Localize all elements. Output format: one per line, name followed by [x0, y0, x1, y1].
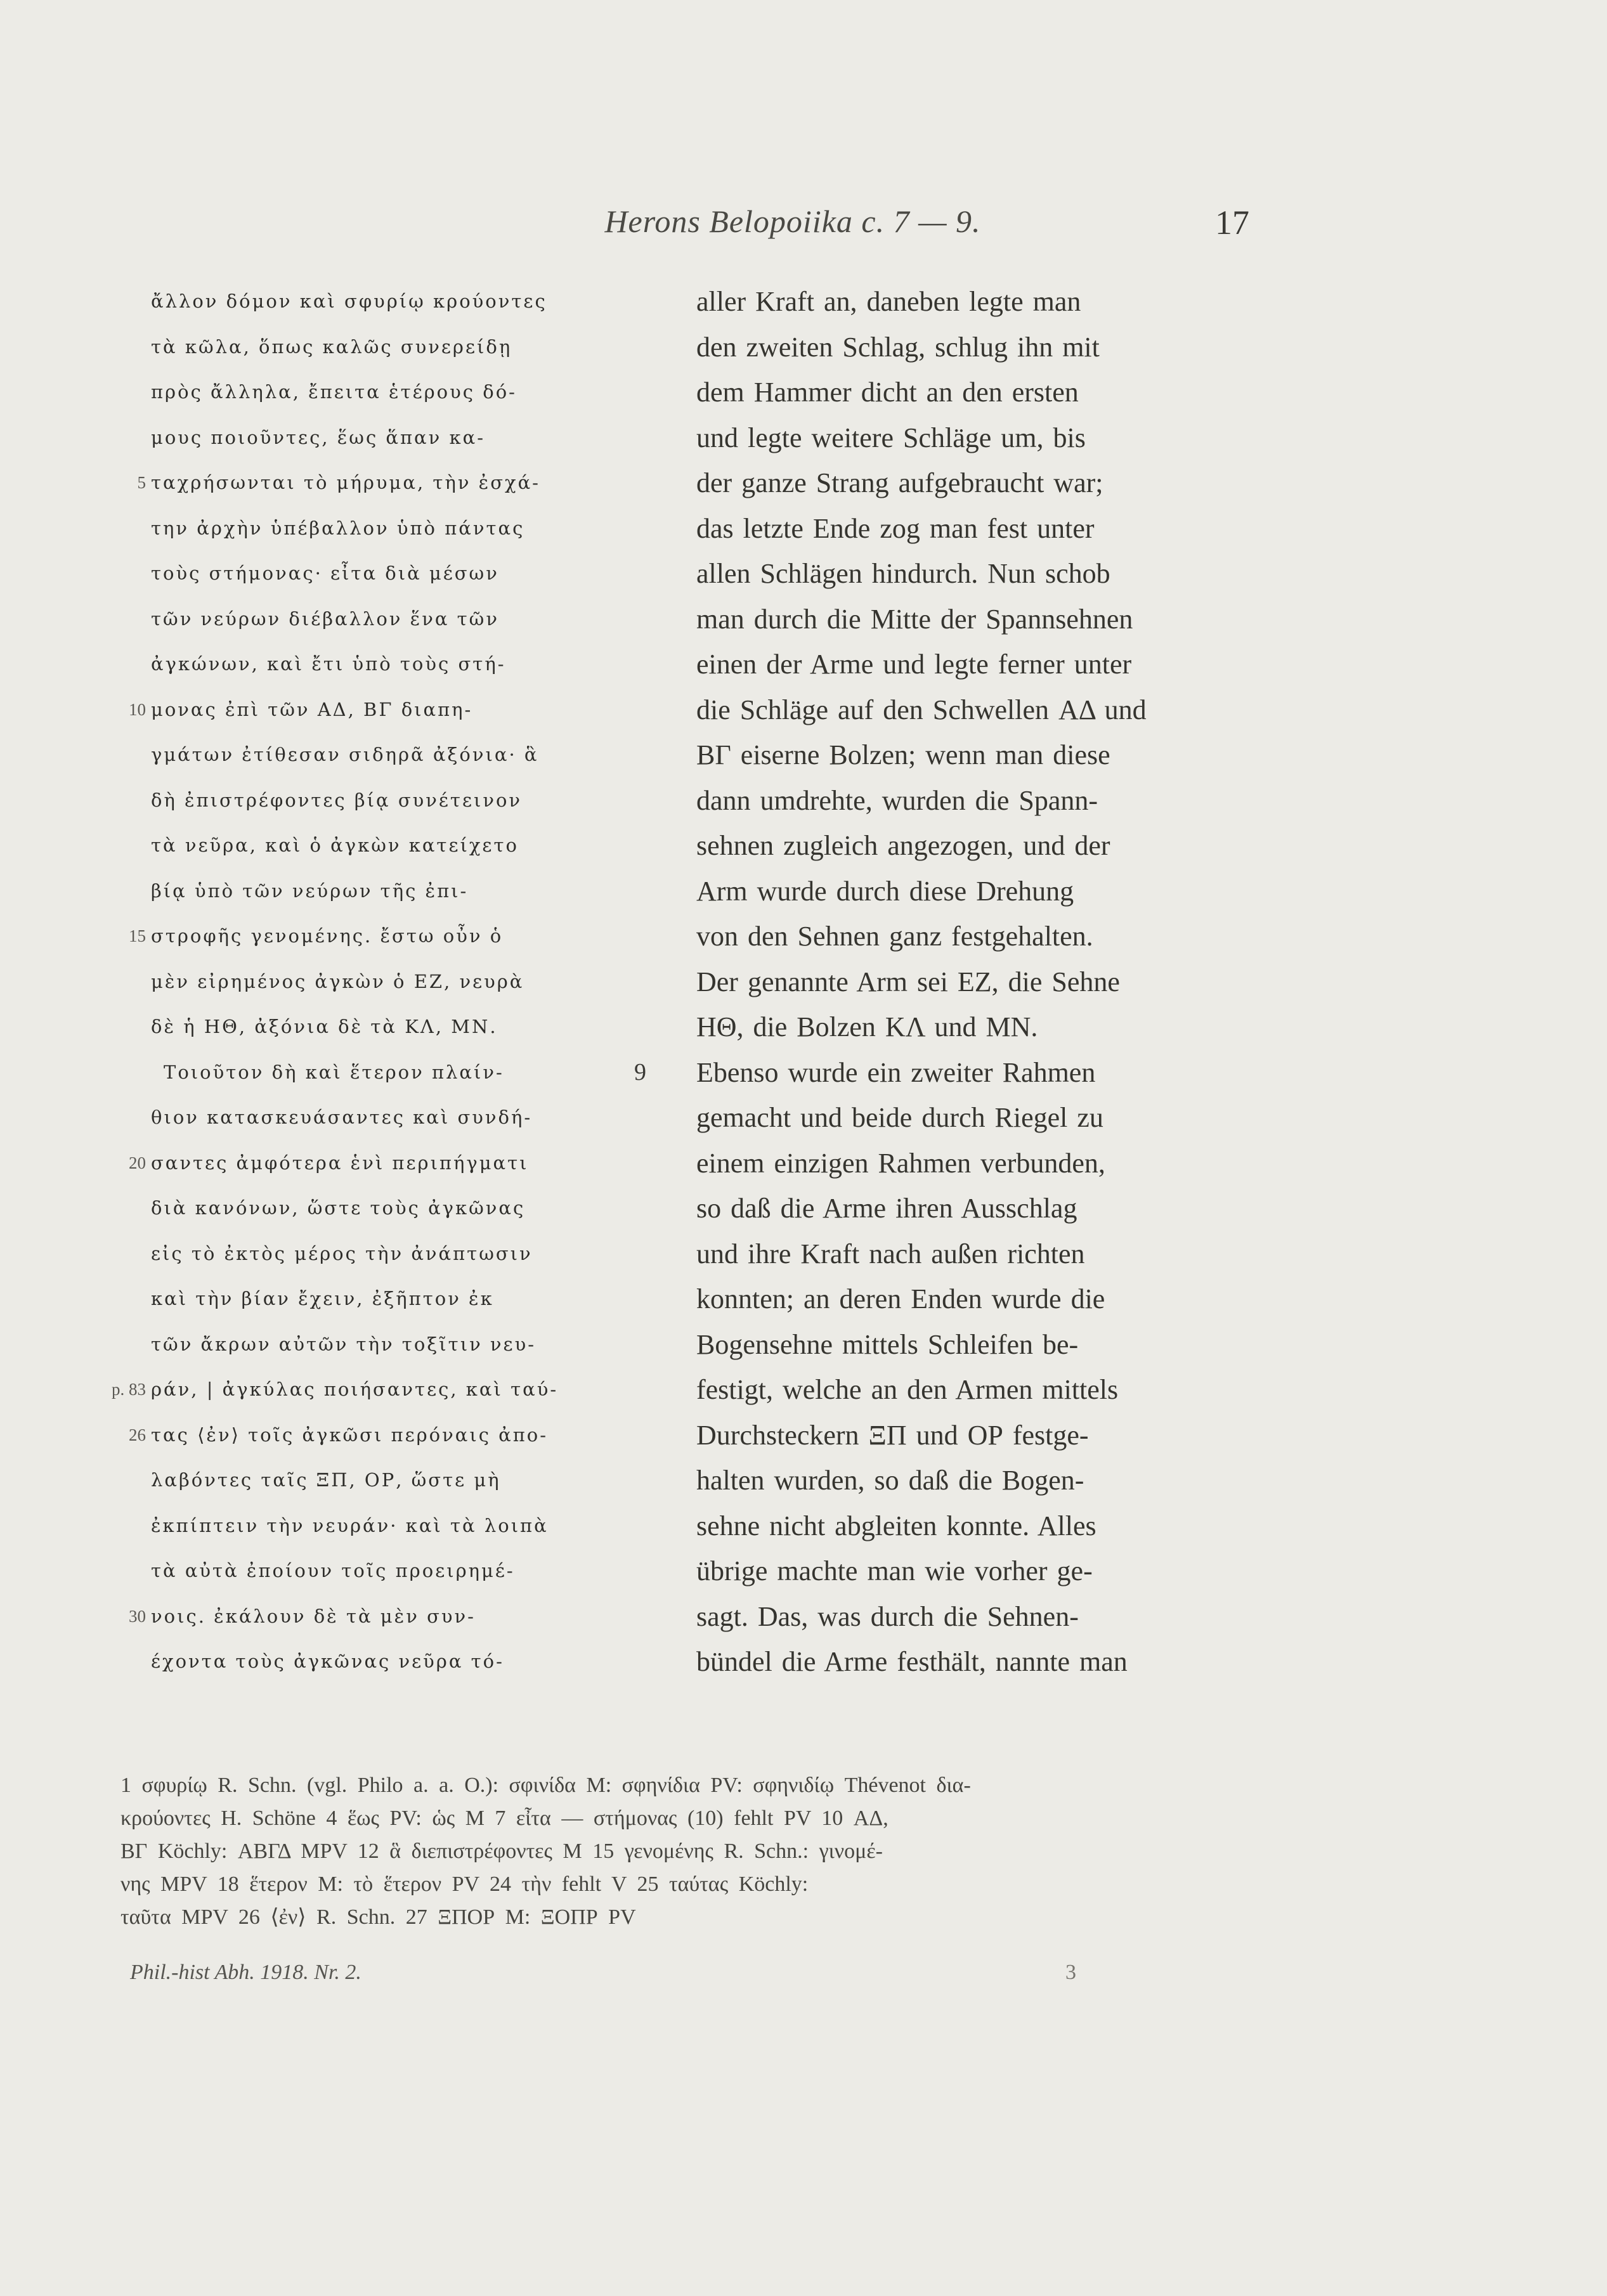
line-number: 20 — [129, 1153, 146, 1172]
greek-line — [120, 1413, 666, 1458]
greek-line-text: βίᾳ ὑπὸ τῶν νεύρων τῆς ἐπι- — [151, 879, 469, 902]
greek-line-text: διὰ κανόνων, ὥστε τοὺς ἀγκῶνας — [151, 1197, 526, 1219]
german-line: von den Sehnen ganz festgehalten. — [696, 921, 1093, 952]
greek-line — [120, 325, 666, 370]
greek-line-text: μονας ἐπὶ τῶν ΑΔ, ΒΓ διαπη- — [151, 698, 473, 720]
german-line: dann umdrehte, wurden die Spann- — [696, 784, 1098, 816]
greek-line-text: σαντες ἀμφότερα ἑνὶ περιπήγματι — [151, 1151, 529, 1174]
german-line: einem einzigen Rahmen verbunden, — [696, 1147, 1105, 1179]
sheet-signature: 3 — [1065, 1961, 1076, 1984]
german-line: ΗΘ, die Bolzen ΚΛ und ΜΝ. — [696, 1011, 1038, 1042]
greek-line-text: τῶν ἄκρων αὐτῶν τὴν τοξῖτιν νευ- — [151, 1333, 536, 1355]
german-line: sehnen zugleich angezogen, und der — [696, 830, 1110, 861]
german-translation-column — [696, 279, 1254, 1685]
german-line: festigt, welche an den Armen mittels — [696, 1374, 1119, 1405]
greek-line — [120, 732, 666, 778]
greek-line — [120, 279, 666, 325]
greek-line — [120, 370, 666, 415]
footnote-line: νης MPV 18 ἕτερον M: τὸ ἕτερον PV 24 τὴν fehlt V 25 ταύτας Köchly: — [120, 1872, 809, 1896]
greek-line — [120, 597, 666, 642]
line-number: 15 — [129, 926, 146, 945]
greek-line — [112, 1367, 666, 1413]
greek-line — [120, 1458, 666, 1503]
german-line: aller Kraft an, daneben legte man — [696, 286, 1081, 317]
greek-line — [120, 1095, 666, 1141]
german-line: übrige machte man wie vorher ge- — [696, 1555, 1093, 1586]
greek-line — [120, 460, 666, 506]
german-line: Bogensehne mittels Schleifen be- — [696, 1328, 1079, 1360]
footnote-line: ΒΓ Köchly: ΑΒΓΔ MPV 12 ἃ διεπιστρέφοντες M 15 γενομένης R. Schn.: γινομέ- — [120, 1839, 883, 1863]
greek-line-text: τὰ κῶλα, ὅπως καλῶς συνερείδῃ — [151, 335, 512, 358]
greek-line-text: έχοντα τοὺς ἀγκῶνας νεῦρα τό- — [151, 1651, 504, 1672]
german-line: bündel die Arme festhält, nannte man — [696, 1646, 1128, 1677]
series-signature: Phil.-hist Abh. 1918. Nr. 2. — [130, 1961, 361, 1984]
german-line: Arm wurde durch diese Drehung — [696, 875, 1074, 907]
greek-line — [120, 506, 666, 552]
greek-line-text: τὰ αὐτὰ ἐποίουν τοῖς προειρημέ- — [151, 1560, 515, 1581]
greek-line-text: γμάτων ἐτίθεσαν σιδηρᾶ ἀξόνια· ἃ — [151, 744, 539, 765]
greek-line — [120, 1186, 666, 1231]
greek-line — [120, 869, 666, 914]
greek-line-text: δὴ ἐπιστρέφοντες βίᾳ συνέτεινον — [151, 789, 523, 811]
german-line: man durch die Mitte der Spannsehnen — [696, 603, 1133, 635]
critical-apparatus — [120, 1769, 1256, 1934]
german-line: sehne nicht abgleiten konnte. Alles — [696, 1510, 1096, 1541]
greek-line-text: ἐκπίπτειν τὴν νευράν· καὶ τὰ λοιπὰ — [151, 1514, 549, 1536]
german-line: das letzte Ende zog man fest unter — [696, 512, 1095, 544]
line-number: 10 — [129, 699, 146, 719]
line-number: p. 83 — [112, 1380, 146, 1399]
greek-line — [120, 959, 666, 1005]
german-line: Der genannte Arm sei ΕΖ, die Sehne — [696, 966, 1120, 997]
german-line: und legte weitere Schläge um, bis — [696, 422, 1086, 453]
greek-line — [120, 1004, 666, 1050]
footnote-line: κρούοντες H. Schöne 4 ἕως PV: ὡς M 7 εἶτα — στήμονας (10) fehlt PV 10 ΑΔ, — [120, 1806, 888, 1830]
german-line: gemacht und beide durch Riegel zu — [696, 1102, 1103, 1133]
greek-line-text: δὲ ἡ ΗΘ, ἀξόνια δὲ τὰ ΚΛ, ΜΝ. — [151, 1016, 498, 1037]
section-number: 9 — [634, 1058, 646, 1086]
line-number: 26 — [129, 1425, 146, 1444]
running-head: Herons Belopoiika c. 7 — 9. — [604, 204, 981, 239]
greek-line-text: μὲν εἰρημένος ἀγκὼν ὁ ΕΖ, νευρὰ — [151, 970, 524, 992]
line-number: 30 — [129, 1606, 146, 1626]
greek-line — [120, 1322, 666, 1368]
greek-line-text: Τοιοῦτον δὴ καὶ ἕτερον πλαίν- — [164, 1061, 504, 1083]
german-line: sagt. Das, was durch die Sehnen- — [696, 1600, 1079, 1632]
german-line: halten wurden, so daß die Bogen- — [696, 1465, 1084, 1496]
german-line: Durchsteckern ΞΠ und ΟΡ festge- — [696, 1419, 1089, 1451]
greek-line — [120, 778, 666, 824]
german-line: allen Schlägen hindurch. Nun schob — [696, 558, 1110, 589]
german-line: dem Hammer dicht an den ersten — [696, 377, 1079, 408]
german-line: den zweiten Schlag, schlug ihn mit — [696, 331, 1100, 363]
german-line: Ebenso wurde ein zweiter Rahmen — [696, 1056, 1096, 1088]
greek-line-text: ἄλλον δόμον καὶ σφυρίῳ κρούοντες — [151, 290, 547, 312]
greek-line — [120, 551, 666, 597]
greek-line-text: στροφῆς γενομένης. ἔστω οὖν ὁ — [151, 925, 504, 947]
german-line: konnten; an deren Enden wurde die — [696, 1283, 1105, 1314]
german-line: einen der Arme und legte ferner unter — [696, 649, 1132, 680]
greek-text-column — [112, 279, 666, 1685]
footnote-line: 1 σφυρίῳ R. Schn. (vgl. Philo a. a. O.): σφινίδα M: σφηνίδια PV: σφηνιδίῳ Thévenot δια- — [120, 1774, 971, 1797]
greek-line — [120, 1548, 666, 1594]
greek-line — [120, 1050, 666, 1096]
greek-line-text: μους ποιοῦντες, ἕως ἅπαν κα- — [151, 426, 486, 448]
greek-line — [120, 1231, 666, 1277]
german-line: ΒΓ eiserne Bolzen; wenn man diese — [696, 739, 1110, 770]
greek-line-text: ἀγκώνων, καὶ ἔτι ὑπὸ τοὺς στή- — [151, 653, 506, 675]
greek-line-text: ράν, | ἀγκύλας ποιήσαντες, καὶ ταύ- — [151, 1378, 559, 1400]
greek-line — [120, 1141, 666, 1186]
german-line: die Schläge auf den Schwellen ΑΔ und — [696, 694, 1147, 725]
greek-line — [120, 823, 666, 869]
german-line: so daß die Arme ihren Ausschlag — [696, 1193, 1077, 1224]
greek-line-text: τὰ νεῦρα, καὶ ὁ ἀγκὼν κατείχετο — [151, 834, 519, 856]
greek-line — [120, 642, 666, 687]
footnote-line: ταῦτα MPV 26 ⟨ἐν⟩ R. Schn. 27 ΞΠΟΡ M: ΞΟΠΡ PV — [120, 1905, 636, 1929]
page-footer — [0, 1961, 1607, 1999]
page-header — [0, 203, 1607, 247]
greek-line-text: εἰς τὸ ἐκτὸς μέρος τὴν ἀνάπτωσιν — [151, 1242, 533, 1264]
german-line: der ganze Strang aufgebraucht war; — [696, 467, 1103, 498]
greek-line-text: καὶ τὴν βίαν ἔχειν, ἐξῆπτον ἐκ — [151, 1288, 494, 1309]
greek-line-text: θιον κατασκευάσαντες καὶ συνδή- — [151, 1106, 533, 1128]
greek-line — [120, 1503, 666, 1549]
greek-line-text: λαβόντες ταῖς ΞΠ, ΟΡ, ὥστε μὴ — [151, 1469, 501, 1491]
greek-line — [120, 1276, 666, 1322]
greek-line — [120, 415, 666, 461]
greek-line — [120, 687, 666, 733]
greek-line-text: νοις. ἐκάλουν δὲ τὰ μὲν συν- — [151, 1605, 476, 1627]
greek-line — [120, 914, 666, 959]
greek-line-text: τῶν νεύρων διέβαλλον ἕνα τῶν — [151, 607, 499, 630]
greek-line — [120, 1639, 666, 1685]
greek-line-text: τας ⟨ἐν⟩ τοῖς ἀγκῶσι περόναις ἀπο- — [151, 1424, 549, 1446]
greek-line-text: την ἀρχὴν ὑπέβαλλον ὑπὸ πάντας — [151, 517, 525, 539]
greek-line-text: τοὺς στήμονας· εἶτα διὰ μέσων — [151, 562, 499, 584]
greek-line — [120, 1594, 666, 1640]
greek-line-text: ταχρήσωνται τὸ μήρυμα, τὴν ἐσχά- — [151, 472, 540, 493]
page-number: 17 — [1215, 204, 1249, 242]
german-line: und ihre Kraft nach außen richten — [696, 1238, 1085, 1269]
line-number: 5 — [137, 473, 146, 492]
greek-line-text: πρὸς ἄλληλα, ἔπειτα ἑτέρους δό- — [151, 381, 517, 403]
